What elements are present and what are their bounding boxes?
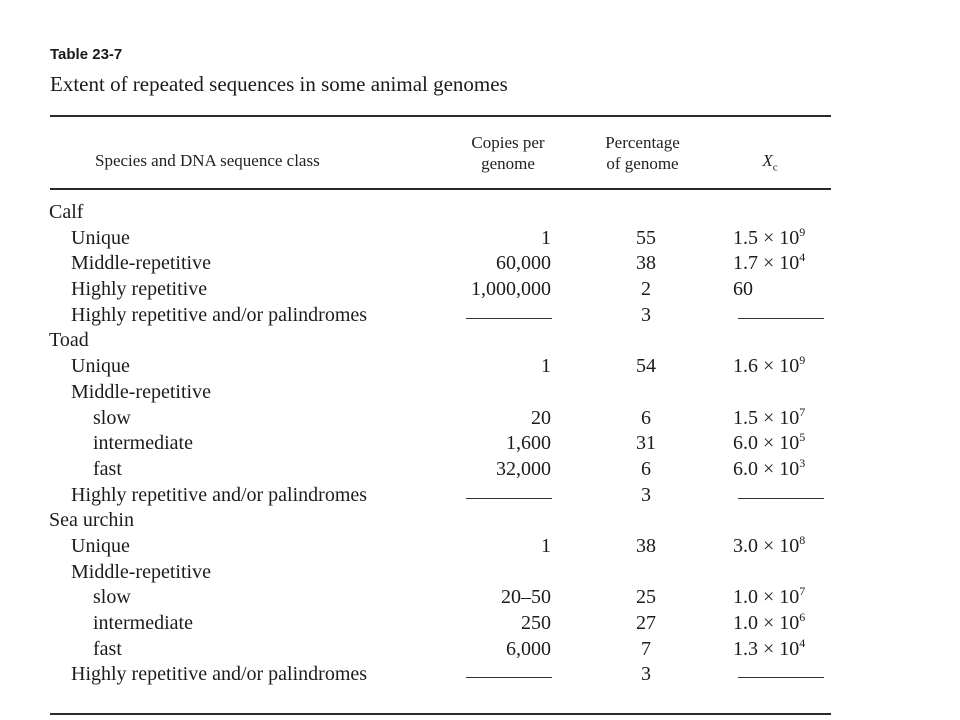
xc-base: 1.6 × 10 [733,355,800,378]
copies-cell: 1 [541,355,551,378]
copies-cell: 32,000 [496,457,551,480]
header-xc-sub: c [772,161,778,174]
xc-exponent: 9 [799,224,806,239]
xc-base: 1.0 × 10 [733,586,800,609]
header-percentage [580,132,705,174]
table-row [0,251,960,277]
xc-base: 6.0 × 10 [733,457,800,480]
xc-dash [738,498,824,499]
xc-exponent: 4 [799,635,806,650]
xc-exponent: 4 [799,250,806,265]
copies-dash [466,677,552,678]
header-species: Species and DNA sequence class [95,151,320,170]
table-row [0,406,960,432]
percentage-cell: 38 [636,252,656,275]
xc-exponent: 7 [799,404,806,419]
xc-exponent: 3 [799,455,806,470]
row-label: Toad [49,329,89,352]
row-label: Unique [71,226,130,249]
row-label: slow [93,586,131,609]
xc-cell [733,457,805,483]
header-copies [448,132,568,174]
header-copies-line2: genome [481,154,535,173]
xc-exponent: 8 [799,532,806,547]
percentage-cell: 3 [641,483,651,506]
table-row [0,200,960,226]
copies-cell: 20 [531,406,551,429]
copies-dash [466,318,552,319]
xc-base: 1.3 × 10 [733,637,800,660]
row-label: Middle-repetitive [71,380,211,403]
table-row [0,508,960,534]
xc-base: 1.5 × 10 [733,406,800,429]
percentage-cell: 25 [636,586,656,609]
table-caption: Extent of repeated sequences in some animal genomes [50,72,508,96]
copies-cell: 1 [541,534,551,557]
xc-cell [733,611,805,637]
table-bottom-rule [50,713,831,715]
table-row [0,637,960,663]
xc-exponent: 6 [799,610,806,624]
table-row [0,303,960,329]
xc-cell [733,354,805,380]
table-row [0,611,960,637]
xc-cell [733,406,805,432]
percentage-cell: 31 [636,432,656,455]
table-row [0,380,960,406]
copies-cell: 1,600 [506,432,551,455]
percentage-cell: 55 [636,226,656,249]
xc-cell [733,534,805,560]
copies-cell: 1 [541,226,551,249]
table-row [0,483,960,509]
row-label: Sea urchin [49,509,134,532]
xc-cell [733,226,805,252]
table-row [0,457,960,483]
table-row [0,328,960,354]
xc-cell [733,585,805,611]
row-label: Highly repetitive and/or palindromes [71,663,368,686]
table-row [0,585,960,611]
row-label: intermediate [93,432,193,455]
copies-dash [466,498,552,499]
table-row [0,662,960,688]
row-label: fast [93,457,122,480]
table-row [0,534,960,560]
xc-exponent: 9 [799,353,806,368]
header-copies-line1: Copies per [471,133,545,152]
xc-base: 60 [733,278,753,301]
percentage-cell: 6 [641,406,651,429]
table-row [0,354,960,380]
xc-exponent: 7 [799,584,806,599]
copies-cell: 1,000,000 [471,278,551,301]
percentage-cell: 6 [641,457,651,480]
header-xc-main: X [762,151,773,170]
xc-exponent: 5 [799,430,806,445]
table-label: Table 23-7 [50,46,123,63]
row-label: Highly repetitive [71,278,208,301]
row-label: Calf [49,201,84,223]
xc-base: 6.0 × 10 [733,432,800,455]
table-row [0,226,960,252]
xc-cell [733,431,805,457]
row-label: Middle-repetitive [71,252,211,275]
percentage-cell: 2 [641,278,651,301]
copies-cell: 250 [521,612,551,634]
xc-base: 1.5 × 10 [733,226,800,249]
xc-cell [733,277,753,303]
header-pct-line2: of genome [606,154,679,173]
percentage-cell: 38 [636,534,656,557]
copies-cell: 20–50 [501,586,551,609]
row-label: Middle-repetitive [71,560,211,583]
row-label: Unique [71,355,130,378]
row-label: fast [93,637,122,660]
row-label: slow [93,406,131,429]
percentage-cell: 3 [641,303,651,326]
row-label: Highly repetitive and/or palindromes [71,303,368,326]
percentage-cell: 27 [636,612,656,634]
percentage-cell: 54 [636,355,656,378]
header-pct-line1: Percentage [605,133,680,152]
table-row [0,277,960,303]
table-row [0,560,960,586]
xc-cell [733,637,805,663]
table-top-rule [50,115,831,117]
table-row [0,431,960,457]
row-label: intermediate [93,612,193,634]
percentage-cell: 7 [641,637,651,660]
percentage-cell: 3 [641,663,651,686]
copies-cell: 6,000 [506,637,551,660]
row-label: Highly repetitive and/or palindromes [71,483,368,506]
row-label: Unique [71,534,130,557]
xc-dash [738,677,824,678]
xc-dash [738,318,824,319]
xc-base: 3.0 × 10 [733,534,800,557]
xc-cell [733,251,805,277]
xc-base: 1.7 × 10 [733,252,800,275]
table-body [0,200,960,688]
xc-base: 1.0 × 10 [733,612,800,634]
table-header-rule [50,188,831,190]
header-xc [740,150,800,178]
copies-cell: 60,000 [496,252,551,275]
